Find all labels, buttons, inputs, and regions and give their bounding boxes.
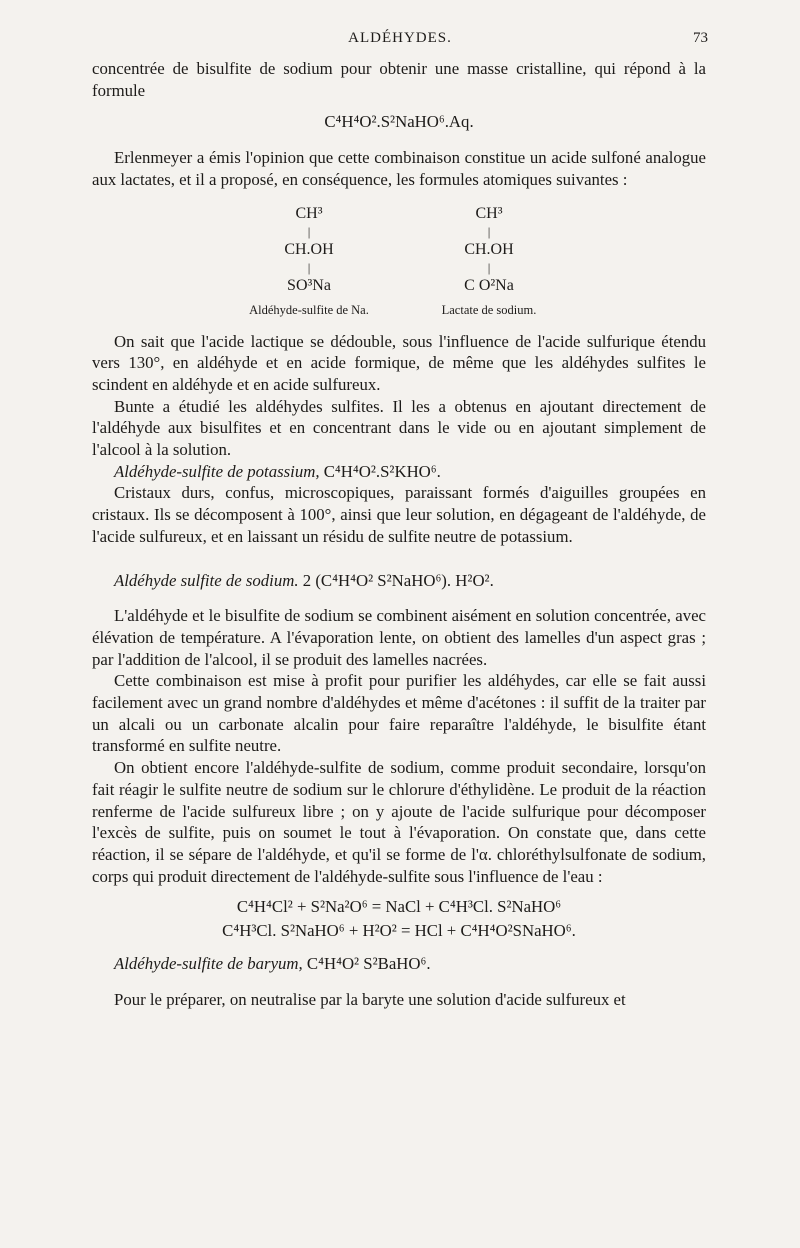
paragraph-8: On obtient encore l'aldéhyde-sulfite de sodium, comme produit secondaire, lorsqu'on fait réagir le sulfite neutre de sodium sur le chlorure d'éthylidène. Le produit de la réaction renferme de l'acide sulfureux libre ; on y ajoute de l'acide sulfurique pour décomposer l'excès de sulfite, puis on soumet le tout à l'évaporation. On constate que, dans cette réaction, il se sépare de l'aldéhyde, et qu'il se forme de l'α. chloréthylsulfonate de sodium, corps qui produit directement de l'aldéhyde-sulfite sous l'influence de l'eau : — [92, 758, 706, 886]
equation-2: C⁴H³Cl. S²NaHO⁶ + H²O² = HCl + C⁴H⁴O²SNaHO⁶. — [222, 921, 576, 941]
page-body — [92, 58, 706, 1011]
page-header — [0, 30, 800, 52]
struct-left-line-1: CH³ — [295, 204, 323, 222]
paragraph-7: Cette combinaison est mise à profit pour purifier les aldéhydes, car elle se fait aussi facilement avec un grand nombre d'aldéhydes et même d'acétones : il suffit de la traiter par un alcali ou un carbonate alcalin pour faire reparaître l'aldéhyde, le bisulfite étant transformé en sulfite neutre. — [92, 671, 706, 756]
paragraph-6: L'aldéhyde et le bisulfite de sodium se combinent aisément en solution concentrée, avec élévation de température. A l'évaporation lente, on obtient des lamelles d'un aspect gras ; par l'addition de l'alcool, il se produit des lamelles nacrées. — [92, 606, 706, 669]
running-title: ALDÉHYDES. — [348, 30, 452, 46]
subheading-sodium-formula: 2 (C⁴H⁴O² S²NaHO⁶). H²O². — [298, 570, 494, 590]
struct-right-line-2: CH.OH — [464, 240, 514, 258]
struct-left-caption: Aldéhyde-sulfite de Na. — [249, 302, 369, 317]
bond-line: | — [487, 223, 491, 239]
subheading-sodium-title: Aldéhyde sulfite de sodium. — [114, 570, 299, 590]
subheading-baryum-formula: C⁴H⁴O² S²BaHO⁶. — [302, 954, 431, 974]
formula-1: C⁴H⁴O².S²NaHO⁶.Aq. — [324, 112, 474, 132]
subheading-baryum-title: Aldéhyde-sulfite de baryum, — [114, 954, 303, 974]
subheading-potassium-formula: C⁴H⁴O².S²KHO⁶. — [319, 461, 441, 481]
struct-left-line-3: SO³Na — [287, 276, 331, 294]
paragraph-2: Erlenmeyer a émis l'opinion que cette combinaison constitue un acide sulfoné analogue aux lactates, et il a proposé, en conséquence, les formules atomiques suivantes : — [92, 148, 706, 189]
paragraph-9: Pour le préparer, on neutralise par la baryte une solution d'acide sulfureux et — [114, 990, 626, 1010]
paragraph-4: Bunte a étudié les aldéhydes sulfites. Il les a obtenus en ajoutant directement de l'aldéhyde aux bisulfites et en concentrant dans le vide ou en ajoutant simplement de l'alcool à la solution. — [92, 396, 706, 460]
bond-line: | — [307, 223, 311, 239]
page-number: 73 — [693, 30, 708, 46]
struct-right-line-1: CH³ — [475, 204, 503, 222]
structure-lactate — [399, 203, 579, 321]
struct-right-line-3: C O²Na — [464, 276, 514, 294]
paragraph-1: concentrée de bisulfite de sodium pour obtenir une masse cristalline, qui répond à la formule — [92, 59, 706, 100]
subheading-sodium — [92, 570, 706, 592]
equations — [92, 895, 706, 943]
structural-formulas — [92, 203, 706, 321]
structure-aldehyde-sulfite — [219, 203, 399, 321]
equation-1: C⁴H⁴Cl² + S²Na²O⁶ = NaCl + C⁴H³Cl. S²NaHO⁶ — [236, 897, 562, 917]
bond-line: | — [487, 259, 491, 275]
paragraph-5: Cristaux durs, confus, microscopiques, paraissant formés d'aiguilles groupées en cristaux. Ils se décomposent à 100°, ainsi que leur solution, en dégageant de l'aldéhyde, de l'acide sulfureux, et en laissant un résidu de sulfite neutre de potassium. — [92, 483, 706, 546]
subheading-baryum — [92, 953, 706, 975]
subheading-potassium-title: Aldéhyde-sulfite de potassium, — [114, 461, 320, 481]
subheading-potassium — [92, 461, 706, 483]
paragraph-3: On sait que l'acide lactique se dédouble, sous l'influence de l'acide sulfurique étendu vers 130°, en aldéhyde et en acide formique, de même que les aldéhydes sulfites le scindent en aldéhyde et en acide sulfureux. — [92, 331, 706, 394]
struct-left-line-2: CH.OH — [284, 240, 334, 258]
bond-line: | — [307, 259, 311, 275]
struct-right-caption: Lactate de sodium. — [441, 302, 537, 317]
